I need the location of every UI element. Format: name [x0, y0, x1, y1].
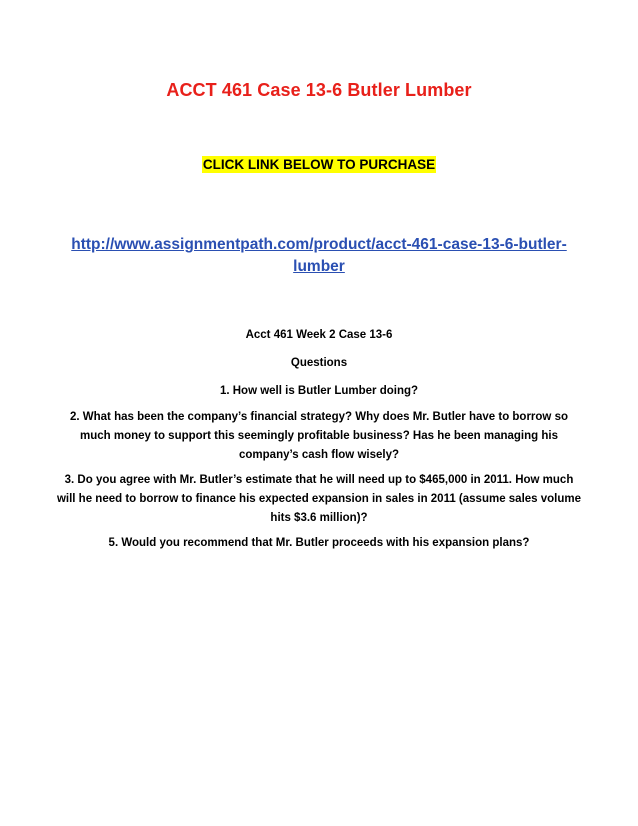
questions-section	[56, 326, 582, 559]
purchase-callout-text: CLICK LINK BELOW TO PURCHASE	[202, 157, 436, 172]
question-item: 3. Do you agree with Mr. Butler’s estimate that he will need up to $465,000 in 2011. How much will he need to borrow to finance his expected expansion in sales in 2011 (assume sales volume hits $3.6 million)?	[56, 474, 582, 524]
week-case-subheading: Acct 461 Week 2 Case 13-6	[245, 329, 393, 341]
purchase-link[interactable]: http://www.assignmentpath.com/product/acct-461-case-13-6-butler-lumber	[71, 236, 567, 275]
questions-heading: Questions	[290, 357, 348, 369]
purchase-callout	[0, 156, 638, 174]
question-item: 1. How well is Butler Lumber doing?	[219, 385, 419, 397]
question-item: 5. Would you recommend that Mr. Butler proceeds with his expansion plans?	[108, 537, 530, 549]
document-title: ACCT 461 Case 13-6 Butler Lumber	[166, 80, 472, 100]
question-item: 2. What has been the company’s financial strategy? Why does Mr. Butler have to borrow so much money to support this seemingly profitable business? Has he been managing his company’s cash flow wisely?	[69, 411, 568, 461]
